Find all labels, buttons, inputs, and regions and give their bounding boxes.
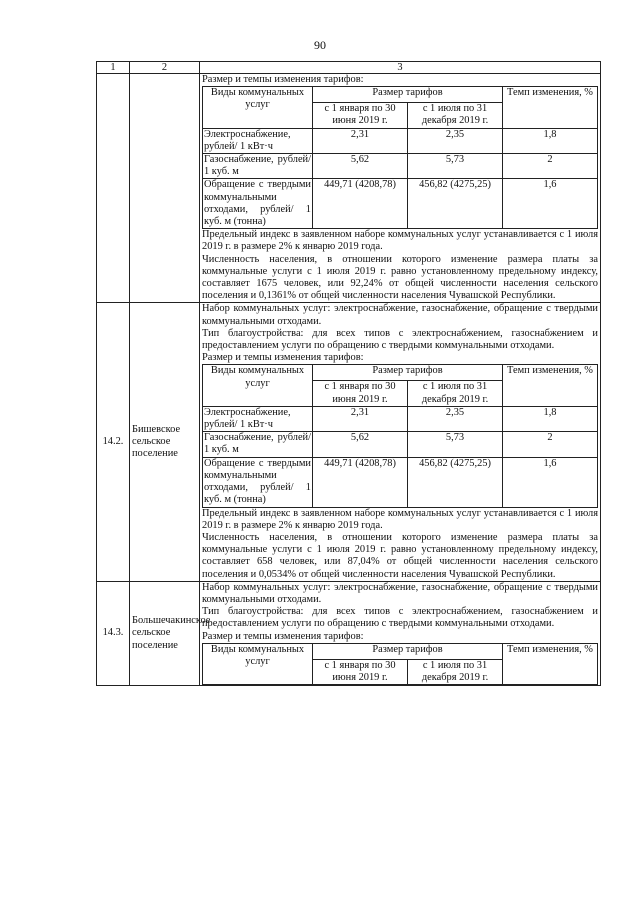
section-number: 14.2.	[97, 303, 130, 581]
size-title: Размер и темпы изменения тарифов:	[202, 74, 364, 85]
tariff-value-1: 2,31	[313, 406, 408, 431]
size-title: Размер и темпы изменения тарифов:	[202, 352, 364, 364]
service-label: Обращение с твердыми коммунальными отходами, рублей/ 1 куб. м (тонна)	[204, 179, 311, 228]
rate-value: 1,6	[503, 457, 598, 507]
rate-value: 2	[503, 432, 598, 457]
improvement-type-text: Тип благоустройства: для всех типов с электроснабжением, газоснабжением и предоставлением услуги по обращению с твердыми коммунальными отходами.	[202, 327, 598, 352]
header-period-2: с 1 июля по 31 декабря 2019 г.	[408, 381, 503, 406]
section-row	[97, 303, 601, 581]
header-period-1: с 1 января по 30 июня 2019 г.	[313, 381, 408, 406]
tariff-value-1: 5,62	[313, 432, 408, 457]
tariff-value-1: 5,62	[313, 154, 408, 179]
section-number: 14.3.	[97, 581, 130, 685]
header-size: Размер тарифов	[313, 87, 503, 103]
header-size: Размер тарифов	[313, 365, 503, 381]
tariff-value-2: 5,73	[408, 432, 503, 457]
table-row	[203, 128, 598, 153]
header-period-2: с 1 июля по 31 декабря 2019 г.	[408, 659, 503, 684]
tariff-value-2: 2,35	[408, 128, 503, 153]
size-title: Размер и темпы изменения тарифов:	[202, 630, 364, 642]
tariff-value-1: 2,31	[313, 128, 408, 153]
column-header-1: 1	[97, 62, 130, 74]
service-label: Газоснабжение, рублей/ 1 куб. м	[204, 154, 311, 178]
tariff-value-1: 449,71 (4208,78)	[313, 457, 408, 507]
tariff-value-1: 449,71 (4208,78)	[313, 179, 408, 229]
service-label: Электроснабжение, рублей/ 1 кВт·ч	[203, 406, 313, 431]
section-content	[200, 581, 601, 685]
header-services: Виды коммунальных услуг	[203, 643, 313, 684]
rate-value: 1,8	[503, 128, 598, 153]
rate-value: 2	[503, 154, 598, 179]
header-period-1: с 1 января по 30 июня 2019 г.	[313, 103, 408, 128]
table-row	[203, 432, 598, 457]
table-row	[203, 457, 598, 507]
service-label: Электроснабжение, рублей/ 1 кВт·ч	[203, 128, 313, 153]
tariff-value-2: 2,35	[408, 406, 503, 431]
table-row	[203, 154, 598, 179]
tariff-value-2: 456,82 (4275,25)	[408, 457, 503, 507]
limit-index-text: Предельный индекс в заявленном наборе коммунальных услуг устанавливается с 1 июля 2019 г. в размере 2% к январю 2019 года.	[202, 507, 598, 531]
tariff-document-table	[96, 61, 601, 686]
tariff-table	[202, 86, 598, 229]
section-content	[200, 303, 601, 581]
table-row	[203, 406, 598, 431]
service-label: Обращение с твердыми коммунальными отходами, рублей/ 1 куб. м (тонна)	[204, 457, 311, 506]
population-text: Численность населения, в отношении которого изменение размера платы за коммунальные услуги с 1 июля 2019 г. равно установленному предельному индексу, составляет 658 человек, или 87,04% от общей численности населения сельского поселения и 0,0534% от общей численности населения Чувашской Республики.	[202, 531, 598, 580]
column-header-row	[97, 62, 601, 74]
column-header-3: 3	[200, 62, 601, 74]
header-rate: Темп изменения, %	[503, 87, 598, 128]
header-rate: Темп изменения, %	[503, 643, 598, 684]
header-services: Виды коммунальных услуг	[203, 87, 313, 128]
header-period-2: с 1 июля по 31 декабря 2019 г.	[408, 103, 503, 128]
header-rate: Темп изменения, %	[503, 365, 598, 406]
header-period-1: с 1 января по 30 июня 2019 г.	[313, 659, 408, 684]
rate-value: 1,6	[503, 179, 598, 229]
tariff-table	[202, 643, 598, 685]
tariff-value-2: 5,73	[408, 154, 503, 179]
population-text: Численность населения, в отношении которого изменение размера платы за коммунальные услуги с 1 июля 2019 г. равно установленному предельному индексу, составляет 1675 человек, или 92,24% от общей численности населения сельского поселения и 0,1361% от общей численности населения Чувашской Республики.	[202, 253, 598, 302]
limit-index-text: Предельный индекс в заявленном наборе коммунальных услуг устанавливается с 1 июля 2019 г. в размере 2% к январю 2019 года.	[202, 229, 598, 253]
services-set-text: Набор коммунальных услуг: электроснабжение, газоснабжение, обращение с твердыми коммунальными отходами.	[202, 303, 598, 327]
tariff-value-2: 456,82 (4275,25)	[408, 179, 503, 229]
tariff-table	[202, 364, 598, 507]
section-number	[97, 74, 130, 303]
section-row	[97, 581, 601, 685]
section-name: Бишевское сельское поселение	[130, 303, 200, 581]
header-services: Виды коммунальных услуг	[203, 365, 313, 406]
services-set-text: Набор коммунальных услуг: электроснабжение, газоснабжение, обращение с твердыми коммунальными отходами.	[202, 581, 598, 605]
service-label: Газоснабжение, рублей/ 1 куб. м	[204, 432, 311, 456]
rate-value: 1,8	[503, 406, 598, 431]
section-content	[200, 74, 601, 303]
column-header-2: 2	[130, 62, 200, 74]
section-name	[130, 74, 200, 303]
section-name: Большечакинское сельское поселение	[130, 581, 200, 685]
section-row	[97, 74, 601, 303]
header-size: Размер тарифов	[313, 643, 503, 659]
table-row	[203, 179, 598, 229]
improvement-type-text: Тип благоустройства: для всех типов с электроснабжением, газоснабжением и предоставлением услуги по обращению с твердыми коммунальными отходами.	[202, 606, 598, 630]
page-number: 90	[314, 38, 326, 52]
